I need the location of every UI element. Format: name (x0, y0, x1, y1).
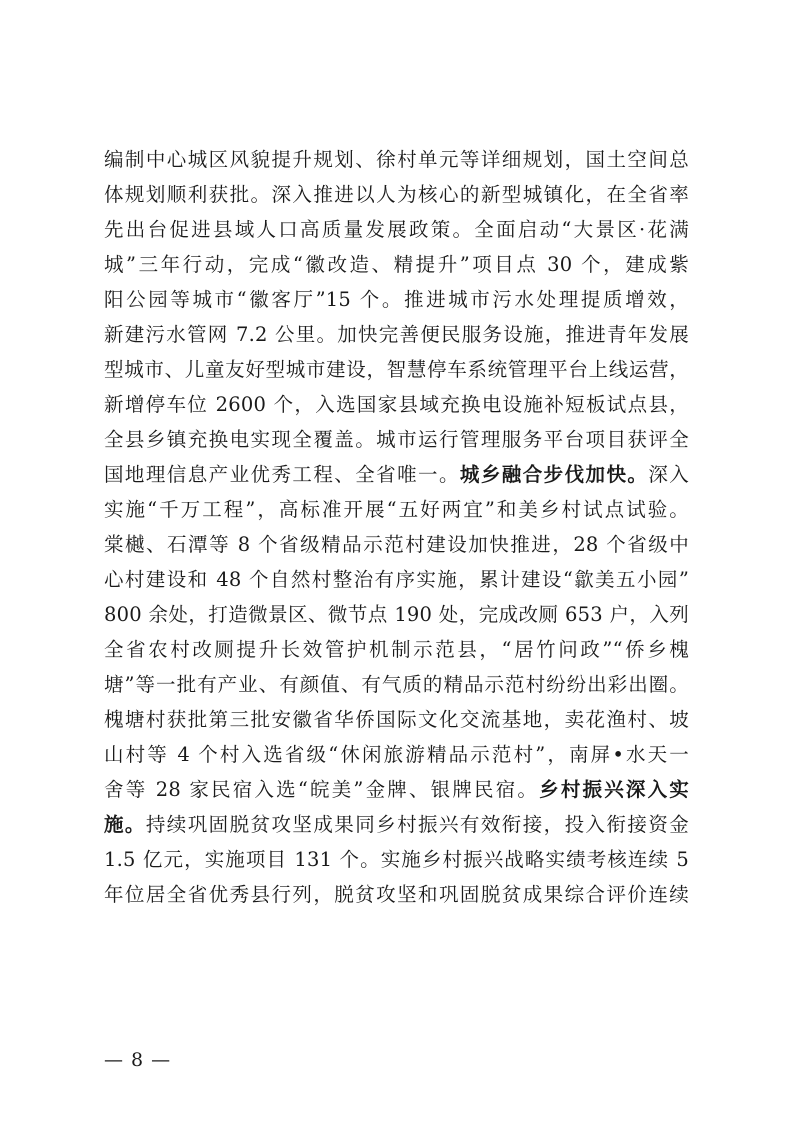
body-text: 先出台促进县域人口高质量发展政策。全面启动“大景区·花满 (104, 218, 689, 241)
body-text: 槐塘村获批第三批安徽省华侨国际文化交流基地，卖花渔村、坡 (104, 708, 689, 731)
text-line (104, 702, 689, 737)
body-text: 持续巩固脱贫攻坚成果同乡村振兴有效衔接，投入衔接资金 (145, 813, 689, 836)
text-line (104, 597, 689, 632)
body-text: 新增停车位 2600 个，入选国家县域充换电设施补短板试点县， (104, 393, 689, 416)
body-text: 塘”等一批有产业、有颜值、有气质的精品示范村纷纷出彩出圈。 (104, 673, 689, 696)
body-text: 阳公园等城市“徽客厅”15 个。推进城市污水处理提质增效， (104, 288, 689, 311)
body-text: 编制中心城区风貌提升规划、徐村单元等详细规划，国土空间总 (104, 148, 689, 171)
bold-heading-text: 乡村振兴深入实 (539, 778, 690, 801)
body-text: 全省农村改厕提升长效管护机制示范县，“居竹问政”“侨乡槐 (104, 638, 689, 661)
body-text: 国地理信息产业优秀工程、全省唯一。 (104, 463, 460, 486)
document-body (104, 142, 689, 912)
bold-heading-text: 施。 (104, 813, 146, 836)
body-text: 800 余处，打造微景区、微节点 190 处，完成改厕 653 户，入列 (104, 603, 689, 626)
bold-heading-text: 城乡融合步伐加快。 (459, 463, 649, 486)
text-line (104, 457, 689, 492)
text-line (104, 842, 689, 877)
text-line (104, 282, 689, 317)
body-text: 型城市、儿童友好型城市建设，智慧停车系统管理平台上线运营， (104, 358, 689, 381)
text-line (104, 772, 689, 807)
body-text: 新建污水管网 7.2 公里。加快完善便民服务设施，推进青年发展 (104, 323, 689, 346)
body-text: 全县乡镇充换电实现全覆盖。城市运行管理服务平台项目获评全 (104, 428, 689, 451)
body-text: 深入 (648, 463, 689, 486)
body-text: 实施“千万工程”，高标准开展“五好两宜”和美乡村试点试验。 (104, 498, 689, 521)
body-text: 城”三年行动，完成“徽改造、精提升”项目点 30 个，建成紫 (104, 253, 689, 276)
body-text: 体规划顺利获批。深入推进以人为核心的新型城镇化，在全省率 (104, 183, 689, 206)
text-line (104, 352, 689, 387)
body-text: 年位居全省优秀县行列，脱贫攻坚和巩固脱贫成果综合评价连续 (104, 883, 689, 906)
body-text: 1.5 亿元，实施项目 131 个。实施乡村振兴战略实绩考核连续 5 (104, 848, 689, 871)
body-text: 山村等 4 个村入选省级“休闲旅游精品示范村”，南屏•水天一 (104, 743, 689, 766)
text-line (104, 247, 689, 282)
text-line (104, 142, 689, 177)
text-line (104, 492, 689, 527)
text-line (104, 807, 689, 842)
text-line (104, 177, 689, 212)
text-line (104, 527, 689, 562)
page-number: — 8 — (104, 1049, 172, 1071)
text-line (104, 422, 689, 457)
text-line (104, 737, 689, 772)
text-line (104, 317, 689, 352)
text-line (104, 562, 689, 597)
body-text: 心村建设和 48 个自然村整治有序实施，累计建设“歙美五小园” (104, 568, 689, 591)
text-line (104, 877, 689, 912)
text-line (104, 212, 689, 247)
text-line (104, 632, 689, 667)
text-line (104, 667, 689, 702)
text-line (104, 387, 689, 422)
body-text: 舍等 28 家民宿入选“皖美”金牌、银牌民宿。 (104, 778, 540, 801)
body-text: 棠樾、石潭等 8 个省级精品示范村建设加快推进，28 个省级中 (104, 533, 689, 556)
